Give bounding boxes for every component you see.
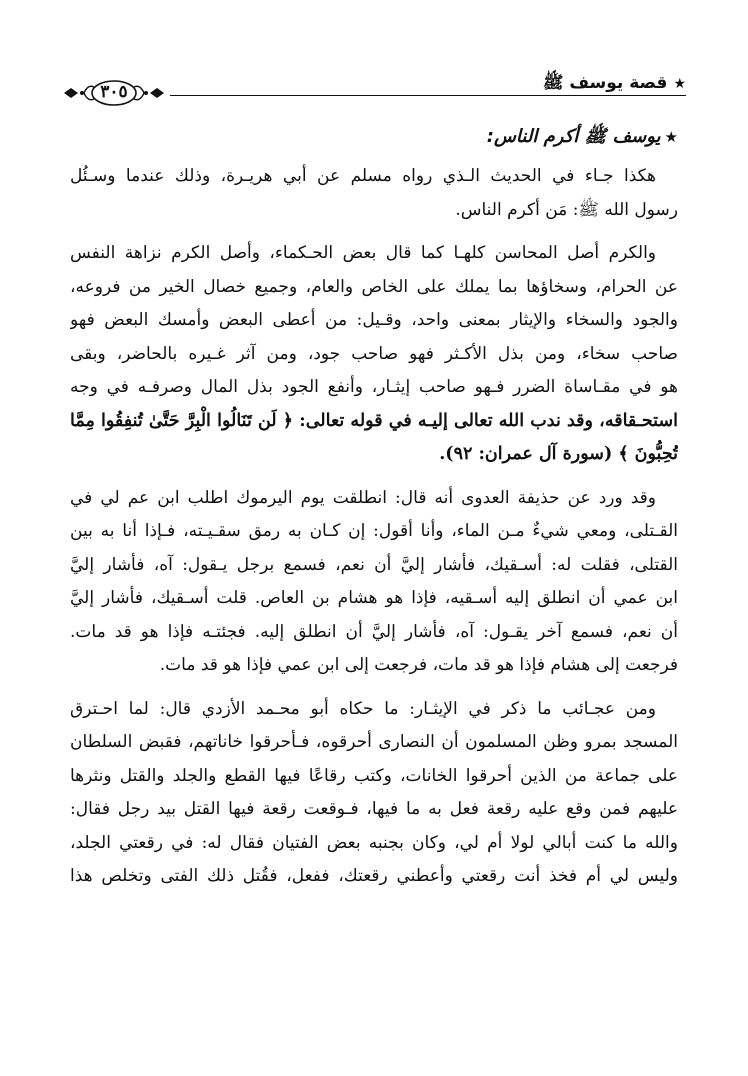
text-line: فرجعت إلى هشام فإذا هو قد مات، فرجعت إلى ابن عمي فإذا هو قد مات. [159, 655, 678, 675]
text-line: القـتلى، ومعي شيءٌ مـن الماء، وأنا أقول: إن كـان به رمق سقـيـته، فـإذا أنا به بين [70, 521, 678, 541]
text-line: والله ما كنت أبالي لولا أم لي، وكان بجنبه بعض الفتيان فقال له: في رقعتي الجلد، [70, 832, 678, 853]
paragraph [70, 160, 678, 227]
page-body [70, 122, 678, 894]
text-line: والجود والسخاء والإيثار بمعنى واحد، وقـيل: من أعطى البعض وأمسك البعض فهو [70, 310, 678, 330]
paragraph [70, 237, 678, 472]
text-line: القتلى، فقلت له: أسـقيك، فأشار إليَّ أن نعم، فسمع برجل يـقول: آه، فأشار إليَّ [70, 554, 678, 575]
text-line: والكرم أصل المحاسن كلهـا كما قال بعض الحـكماء، وأصل الكرم نزاهة النفس [70, 243, 656, 263]
section-heading-text: يوسف ﷺ أكرم الناس: [486, 126, 661, 147]
header-rule [170, 95, 686, 96]
quran-verse-line: استحـقاقه، وقد ندب الله تعالى إليـه في قوله تعالى: ﴿ لَن تَنَالُوا الْبِرَّ حَتَّىٰ تُنفِقُوا مِمَّا [70, 410, 678, 431]
text-line: وليس لي أم فخذ أنت رقعتي وأعطني رقعتك، ففعل، فقُتل ذلك الفتى وتخلص هذا [70, 866, 678, 886]
text-line: عن الحرام، وسخاؤها بما يملك على الخاص والعام، وجميع خصال الخير من فروعه، [70, 276, 678, 297]
paragraph [70, 693, 678, 894]
text-line: المسجد بمرو وظن المسلمون أن النصارى أحرقوه، فـأحرقوا خاناتهم، فقبض السلطان [70, 732, 678, 752]
text-line: عليهم فمن وقع عليه رقعة فعل به ما فيها، فـوقعت رقعة فيها القتل بيد رجل فقال: [70, 799, 678, 819]
text-line: هكذا جـاء في الحديث الـذي رواه مسلم عن أبي هريـرة، وذلك عندما وسـئُل [70, 166, 656, 186]
page-header [62, 66, 686, 106]
text-line: ومن عجـائب ما ذكر في الإيثـار: ما حكاه أبو محـمد الأزدي قال: لما احـترق [70, 698, 656, 719]
text-line: أن نعم، فسمع آخر يقـول: آه، فأشار إليَّ أن انطلق إليه. فجئتـه فإذا هو قد مات. [70, 621, 678, 642]
paragraph [70, 482, 678, 683]
heading-star-icon: ★ [664, 128, 678, 146]
text-line: ابن عمي أن انطلق إليه أسـقيه، فإذا هو هشام بن العاص. قلت أسـقيك، فأشار إليَّ [70, 588, 678, 608]
running-title [535, 72, 686, 95]
text-line: وقد ورد عن حذيفة العدوى أنه قال: انطلقت يوم اليرموك اطلب ابن عم لي في [70, 487, 656, 508]
text-line: صاحب سخاء، ومن بذل الأكـثر فهو صاحب جود، ومن آثر غـيره بالحاضر، وبقى [70, 343, 678, 364]
title-star-icon: ★ [673, 76, 686, 92]
text-line: هو في مقـاساة الضرر فـهو صاحب إيثـار، وأنفع الجود بذل المال وصرفـه في وجه [70, 377, 678, 397]
section-heading [70, 122, 678, 152]
page-number: ٣٠٥ [100, 82, 128, 102]
text-line: رسول الله ﷺ: مَن أكرم الناس. [455, 199, 678, 220]
quran-verse-line: تُحِبُّونَ ﴾ (سورة آل عمران: ٩٢). [439, 444, 678, 464]
running-title-text: قصة يوسف ﷺ [542, 73, 668, 93]
page-number-ornament [62, 78, 166, 108]
text-line: على جماعة من الذين أحرقوا الخانات، وكتب رقاعًا فيها القطع والجلد والقتل ونثرها [70, 765, 678, 786]
